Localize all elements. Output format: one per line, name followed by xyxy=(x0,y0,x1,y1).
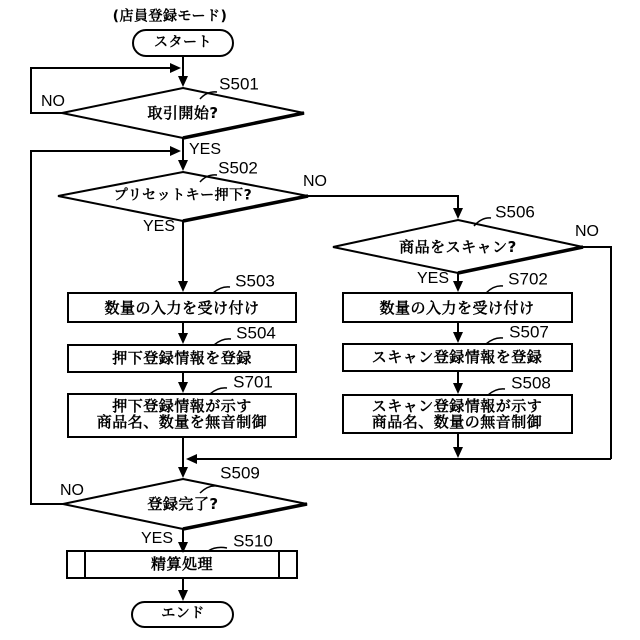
s507-text: スキャン登録情報を登録 xyxy=(371,347,543,366)
arrowhead-into-s506 xyxy=(453,208,463,219)
arrowhead-into-s502 xyxy=(178,160,188,171)
arrowhead-into-s503 xyxy=(178,281,188,292)
arrowhead-loop1 xyxy=(170,63,181,73)
arrowhead-into-s508 xyxy=(453,383,463,394)
s702-step-id: S702 xyxy=(508,269,548,289)
arrowhead-loop2 xyxy=(170,146,181,156)
arrowhead-collector-left xyxy=(186,454,197,464)
s509-text: 登録完了? xyxy=(147,494,219,513)
s502-text: プリセットキー押下? xyxy=(113,187,253,204)
s508-step-id: S508 xyxy=(511,373,551,393)
node-shapes xyxy=(58,30,583,627)
s501-yes-label: YES xyxy=(188,141,222,159)
s702-text: 数量の入力を受け付け xyxy=(379,298,535,317)
s506-yes-label: YES xyxy=(416,270,450,288)
s701-text-line2: 商品名、数量を無音制御 xyxy=(96,413,268,431)
arrowhead-into-s504 xyxy=(178,333,188,344)
s701-step-id: S701 xyxy=(233,372,273,392)
s508-text-line1: スキャン登録情報が示す xyxy=(371,397,543,415)
start-terminal-label: スタート xyxy=(154,34,212,51)
s506-step-id: S506 xyxy=(495,202,535,222)
arrowhead-into-s509 xyxy=(178,467,188,478)
s504-text: 押下登録情報を登録 xyxy=(112,348,252,367)
s503-text: 数量の入力を受け付け xyxy=(104,298,260,317)
s501-step-id: S501 xyxy=(219,74,259,94)
s506-text: 商品をスキャン? xyxy=(399,237,517,256)
s508-text-line2: 商品名、数量の無音制御 xyxy=(371,413,543,431)
s508-text xyxy=(372,398,543,430)
figure-title: (店員登録モード) xyxy=(112,8,228,25)
s502-step-id: S502 xyxy=(218,158,258,178)
s501-text: 取引開始? xyxy=(147,103,219,122)
arrowhead-into-s701 xyxy=(178,382,188,393)
arrowhead-into-s702 xyxy=(453,281,463,292)
s504-step-id: S504 xyxy=(236,323,276,343)
s702-leader xyxy=(486,286,503,293)
arrowhead-into-end xyxy=(178,590,188,601)
s506-no-label: NO xyxy=(575,223,599,241)
s501-no-label: NO xyxy=(41,93,65,111)
s502-no-label: NO xyxy=(303,173,327,191)
end-terminal-label: エンド xyxy=(161,605,205,622)
s701-text-line1: 押下登録情報が示す xyxy=(112,397,252,415)
edge-s506-no xyxy=(581,247,611,459)
s701-text xyxy=(97,398,268,430)
arrowhead-s508-merge xyxy=(453,447,463,458)
s510-text: 精算処理 xyxy=(150,554,214,573)
s503-step-id: S503 xyxy=(235,271,275,291)
s509-yes-label: YES xyxy=(140,530,174,548)
s507-step-id: S507 xyxy=(509,322,549,342)
edge-s502-no xyxy=(306,196,458,211)
s502-yes-label: YES xyxy=(142,218,176,236)
s509-no-label: NO xyxy=(60,482,84,500)
s510-step-id: S510 xyxy=(233,531,273,551)
arrowhead-into-s501 xyxy=(178,76,188,87)
s509-step-id: S509 xyxy=(220,463,260,483)
arrowhead-into-s507 xyxy=(453,332,463,343)
